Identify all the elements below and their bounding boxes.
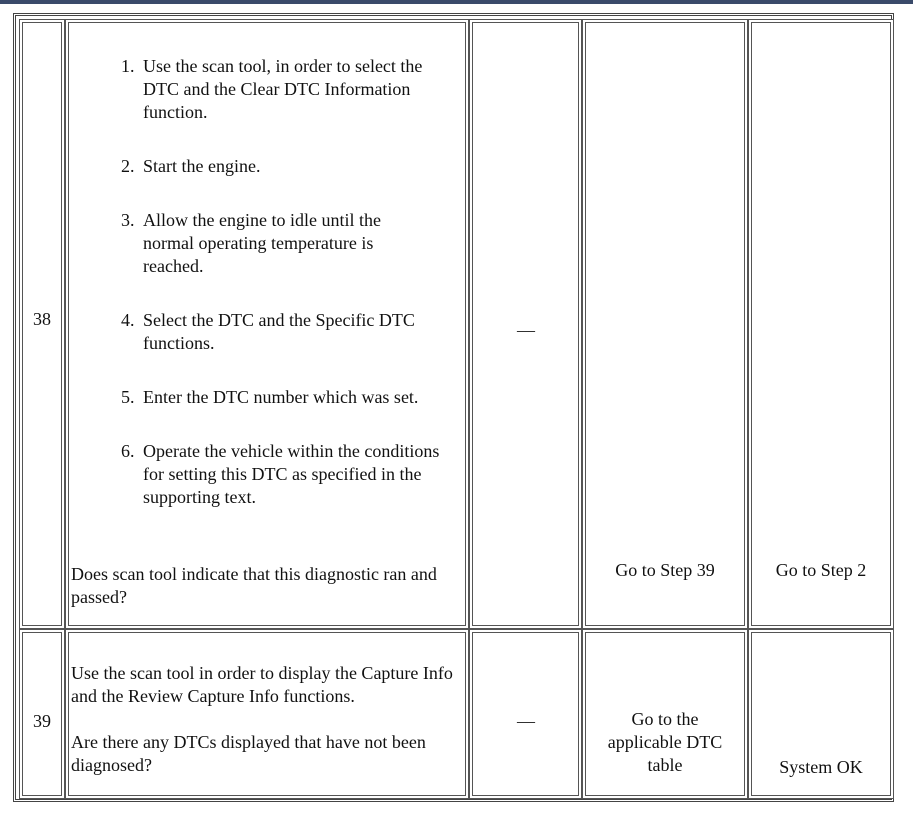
step-number: 38 (33, 309, 51, 329)
row-39-action-cell (65, 629, 469, 799)
yes-action: Go to the applicable DTC table (607, 709, 723, 775)
row-38-yes-cell (582, 19, 748, 629)
yes-action: Go to Step 39 (615, 560, 715, 580)
row-38-value-cell (469, 19, 582, 629)
step-number: 39 (33, 711, 51, 731)
row-39-yes-cell (582, 629, 748, 799)
action-step: 6. Operate the vehicle within the conditions for setting this DTC as specified in the supporting text. (121, 441, 440, 507)
row-39-no-cell (748, 629, 894, 799)
window-top-border (0, 0, 913, 4)
no-action: System OK (779, 757, 863, 777)
action-step: 4. Select the DTC and the Specific DTC functions. (121, 310, 415, 353)
action-step: 5. Enter the DTC number which was set. (121, 387, 419, 407)
action-text: Use the scan tool in order to display the Capture Info and the Review Capture Info functions. (71, 663, 453, 706)
action-step: 1. Use the scan tool, in order to select the DTC and the Clear DTC Information function. (121, 56, 423, 122)
value-dash: — (517, 320, 535, 340)
action-steps-list (121, 55, 451, 540)
no-action: Go to Step 2 (775, 560, 867, 580)
row-38-step-cell (19, 19, 65, 629)
row-39-step-cell (19, 629, 65, 799)
diagnostic-table (13, 13, 894, 802)
row-38-action-cell (65, 19, 469, 629)
diagnostic-question: Are there any DTCs displayed that have not been diagnosed? (71, 732, 426, 775)
value-dash: — (517, 711, 535, 731)
row-39-value-cell (469, 629, 582, 799)
action-step: 3. Allow the engine to idle until the normal operating temperature is reached. (121, 210, 381, 276)
row-38-no-cell (748, 19, 894, 629)
action-step: 2. Start the engine. (121, 156, 261, 176)
diagnostic-question: Does scan tool indicate that this diagnostic ran and passed? (71, 564, 437, 607)
